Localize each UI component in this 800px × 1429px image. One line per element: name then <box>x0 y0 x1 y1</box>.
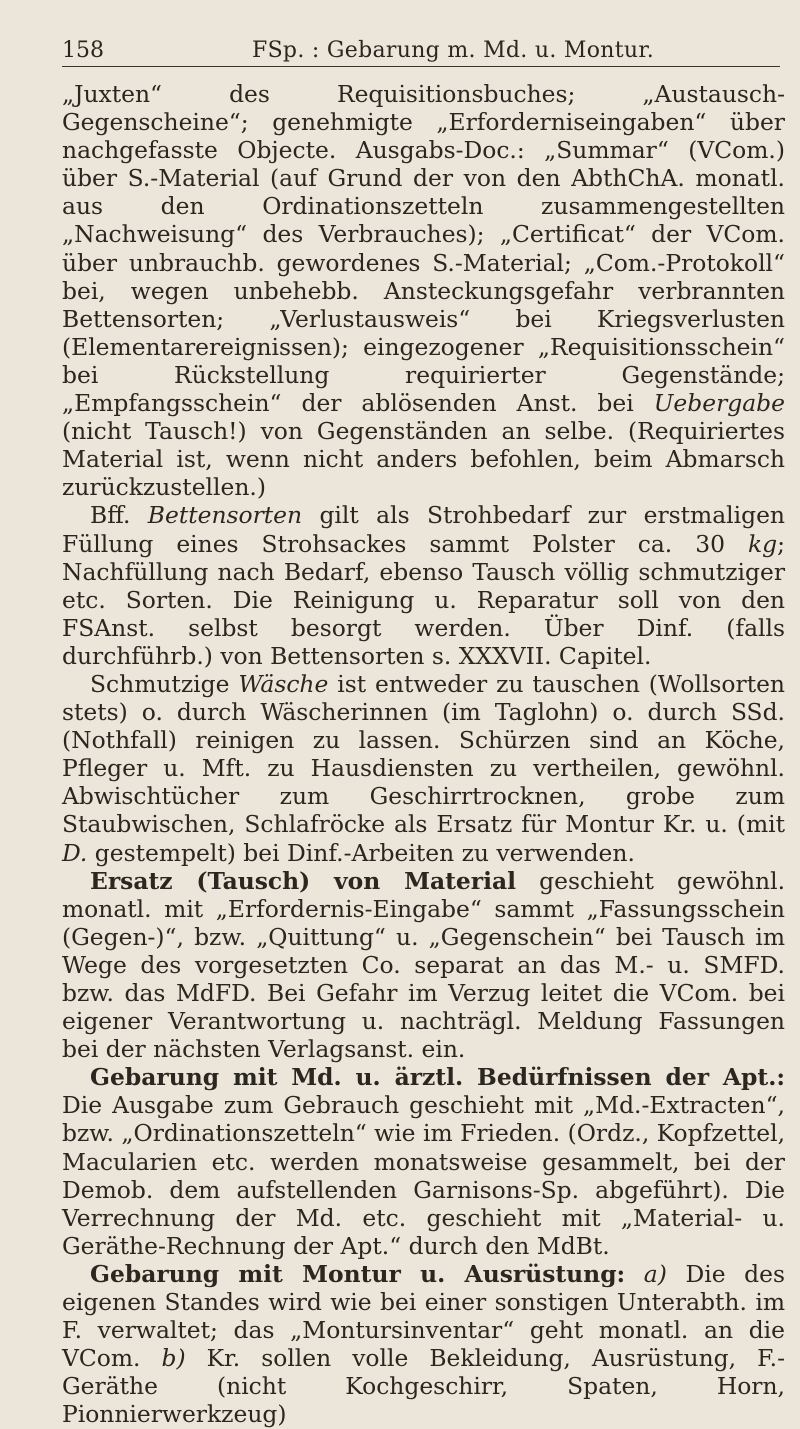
paragraph <box>62 1063 785 1260</box>
text-run: ; Nachfüllung nach Bedarf, ebenso Tausch völlig schmutziger etc. Sorten. Die Reinigung u. Reparatur soll von den FSAnst. selbst besorgt werden. Über Dinf. (falls durchführb.) von Bettensorten s. XXXVII. Capitel. <box>62 529 785 670</box>
text-run: Schmutzige <box>90 669 239 698</box>
emphasis-text: kg <box>747 529 778 558</box>
emphasis-text: a) <box>643 1259 667 1288</box>
paragraph <box>62 1260 785 1429</box>
paragraph-heading: Gebarung mit Montur u. Ausrüstung: <box>90 1259 626 1288</box>
paragraph <box>62 670 785 867</box>
text-run: gilt als Strohbedarf zur erstmaligen Füllung eines Strohsackes sammt Polster ca. 30 <box>62 501 785 558</box>
body-text <box>62 80 785 1429</box>
paragraph-heading: Ersatz (Tausch) von Material <box>90 866 517 895</box>
paragraph <box>62 867 785 1064</box>
text-run: ist entweder zu tauschen (Wollsorten stets) o. durch Wäscherinnen (im Taglohn) o. durch SSd. (Nothfall) reinigen zu lassen. Schürzen sind an Köche, Pfleger u. Mft. zu Hausdiensten zu vertheilen, gewöhnl. Abwischtücher zum Geschirrtrocknen, grobe zum Staubwischen, Schlafröcke als Ersatz für Montur Kr. u. (mit <box>62 669 785 839</box>
text-run: (nicht Tausch!) von Gegenständen an selbe. (Requiriertes Material ist, wenn nicht anders befohlen, beim Abmarsch zurückzustellen.) <box>62 417 785 502</box>
text-run: Die des eigenen Standes wird wie bei einer sonstigen Unterabth. im F. verwaltet; das „Montursinventar“ geht monatl. an die VCom. <box>62 1259 785 1373</box>
text-run: gestempelt) bei Dinf.-Arbeiten zu verwenden. <box>87 838 635 867</box>
running-title: FSp. : Gebarung m. Md. u. Montur. <box>252 38 655 63</box>
emphasis-text: Wäsche <box>238 669 329 698</box>
paragraph <box>62 80 785 501</box>
text-run: „Juxten“ des Requisitionsbuches; „Austausch-Gegenscheine“; genehmigte „Erforderniseingaben“ über nachgefasste Objecte. Ausgabs-Doc.: „Summar“ (VCom.) über S.-Material (auf Grund der von den AbthChA. monatl. aus den Ordinationszetteln zusammengestellten „Nachweisung“ des Verbrauches); „Certificat“ der VCom. über unbrauchb. gewordenes S.-Material; „Com.-Protokoll“ bei, wegen unbehebb. Ansteckungsgefahr verbrannten Bettensorten; „Verlustausweis“ bei Kriegsverlusten (Elementarereignissen); eingezogener „Requisitionsschein“ bei Rückstellung requirierter Gegenstände; „Empfangsschein“ der ablösenden Anst. bei <box>62 80 785 418</box>
page-header <box>62 36 780 67</box>
page-number: 158 <box>62 38 104 63</box>
emphasis-text: D. <box>62 838 88 867</box>
paragraph <box>62 501 785 670</box>
text-run: geschieht gewöhnl. monatl. mit „Erfordernis-Eingabe“ sammt „Fassungsschein (Gegen-)“, bzw. „Quittung“ u. „Gegenschein“ bei Tausch im Wege des vorgesetzten Co. separat an das M.- u. SMFD. bzw. das MdFD. Bei Gefahr im Verzug leitet die VCom. bei eigener Verantwortung u. nachträgl. Meldung Fassungen bei der nächsten Verlagsanst. ein. <box>62 866 786 1064</box>
text-run <box>625 1260 644 1288</box>
text-run: Kr. sollen volle Bekleidung, Ausrüstung, F.-Geräthe (nicht Kochgeschirr, Spaten, Horn, Pionnierwerkzeug) <box>62 1344 786 1429</box>
emphasis-text: Uebergabe <box>653 389 785 418</box>
emphasis-text: b) <box>161 1344 186 1373</box>
text-run: Bff. <box>90 501 148 530</box>
text-run: Die Ausgabe zum Gebrauch geschieht mit „Md.-Extracten“, bzw. „Ordinationszetteln“ wie im Frieden. (Ordz., Kopfzettel, Macularien etc. werden monatsweise gesammelt, bei der Demob. dem aufstellenden Garnisons-Sp. abgeführt). Die Verrechnung der Md. etc. geschieht mit „Material- u. Geräthe-Rechnung der Apt.“ durch den MdBt. <box>62 1091 785 1260</box>
emphasis-text: Bettensorten <box>147 501 303 530</box>
paragraph-heading: Gebarung mit Md. u. ärztl. Bedürfnissen der Apt.: <box>90 1063 785 1092</box>
